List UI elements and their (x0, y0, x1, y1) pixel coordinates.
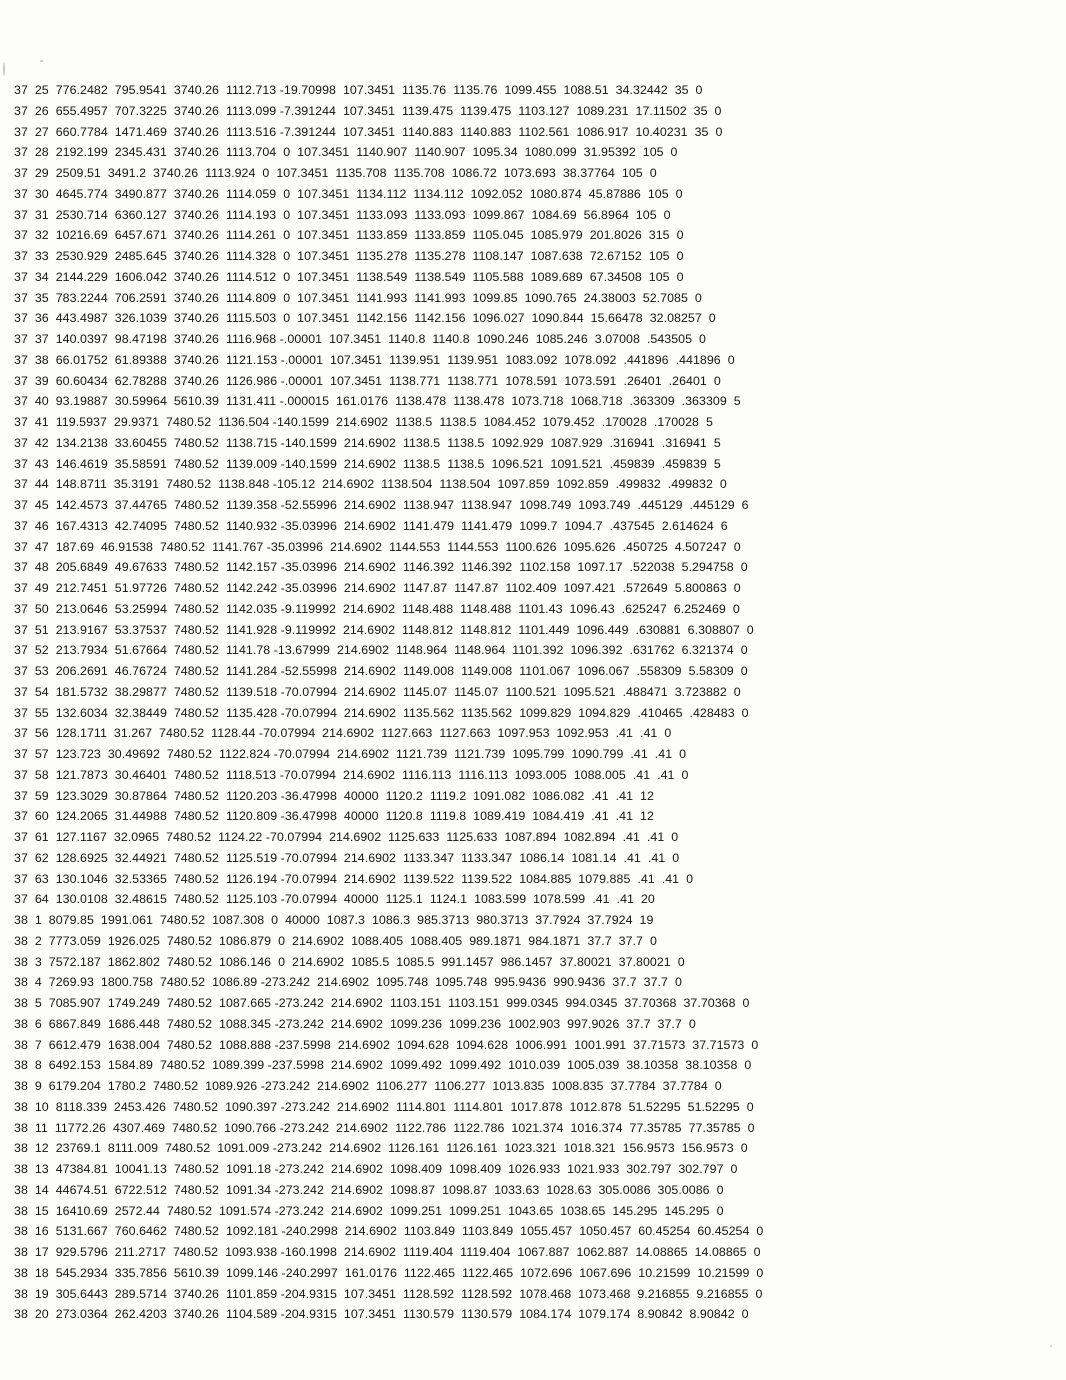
table-row: 38 8 6492.153 1584.89 7480.52 1089.399 -237.5998 214.6902 1099.492 1099.492 1010.039 1005.039 38.10358 38.10358 0 (14, 1058, 752, 1073)
table-row: 38 11 11772.26 4307.469 7480.52 1090.766 -273.242 214.6902 1122.786 1122.786 1021.374 1016.374 77.35785 77.35785 0 (14, 1120, 755, 1135)
table-row: 38 4 7269.93 1800.758 7480.52 1086.89 -273.242 214.6902 1095.748 1095.748 995.9436 990.9436 37.7 37.7 0 (14, 975, 682, 990)
table-row: 38 10 8118.339 2453.426 7480.52 1090.397 -273.242 214.6902 1114.801 1114.801 1017.878 1012.878 51.52295 51.52295 0 (14, 1099, 754, 1114)
table-row: 37 57 123.723 30.49692 7480.52 1122.824 -70.07994 214.6902 1121.739 1121.739 1095.799 1090.799 .41 .41 0 (14, 747, 687, 761)
table-row: 38 9 6179.204 1780.2 7480.52 1089.926 -273.242 214.6902 1106.277 1106.277 1013.835 1008.835 37.7784 37.7784 0 (14, 1079, 722, 1093)
table-row: 38 17 929.5796 211.2717 7480.52 1093.938 -160.1998 214.6902 1119.404 1119.404 1067.887 1062.887 14.08865 14.08865 0 (14, 1245, 761, 1259)
table-row: 38 16 5131.667 760.6462 7480.52 1092.181 -240.2998 214.6902 1103.849 1103.849 1055.457 1050.457 60.45254 60.45254 0 (14, 1224, 764, 1239)
table-row: 37 25 776.2482 795.9541 3740.26 1112.713 -19.70998 107.3451 1135.76 1135.76 1099.455 1088.51 34.32442 35 0 (14, 83, 703, 97)
table-row: 37 46 167.4313 42.74095 7480.52 1140.932 -35.03996 214.6902 1141.479 1141.479 1099.7 1094.7 .437545 2.614624 6 (14, 518, 728, 533)
scan-speck (1050, 1345, 1052, 1347)
table-row: 37 30 4645.774 3490.877 3740.26 1114.059 0 107.3451 1134.112 1134.112 1092.052 1080.874 45.87886 105 0 (14, 186, 683, 201)
table-row: 38 7 6612.479 1638.004 7480.52 1088.888 -237.5998 214.6902 1094.628 1094.628 1006.991 1001.991 37.71573 37.71573 0 (14, 1037, 759, 1052)
table-row: 37 32 10216.69 6457.671 3740.26 1114.261 0 107.3451 1133.859 1133.859 1105.045 1085.979 201.8026 315 0 (14, 228, 684, 243)
table-row: 37 39 60.60434 62.78288 3740.26 1126.986 -.00001 107.3451 1138.771 1138.771 1078.591 1073.591 .26401 .26401 0 (14, 373, 721, 388)
table-row: 38 3 7572.187 1862.802 7480.52 1086.146 0 214.6902 1085.5 1085.5 991.1457 986.1457 37.80021 37.80021 0 (14, 954, 685, 969)
table-row: 37 36 443.4987 326.1039 3740.26 1115.503 0 107.3451 1142.156 1142.156 1096.027 1090.844 15.66478 32.08257 0 (14, 311, 716, 326)
table-row: 37 63 130.1046 32.53365 7480.52 1126.194 -70.07994 214.6902 1139.522 1139.522 1084.885 1079.885 .41 .41 0 (14, 871, 694, 886)
table-row: 37 28 2192.199 2345.431 3740.26 1113.704 0 107.3451 1140.907 1140.907 1095.34 1080.099 31.95392 105 0 (14, 145, 678, 160)
table-row: 37 51 213.9167 53.37537 7480.52 1141.928 -9.119992 214.6902 1148.812 1148.812 1101.449 1096.449 .630881 6.308807 0 (14, 622, 754, 637)
table-row: 37 38 66.01752 61.89388 3740.26 1121.153 -.00001 107.3451 1139.951 1139.951 1083.092 1078.092 .441896 .441896 0 (14, 352, 735, 367)
table-row: 37 27 660.7784 1471.469 3740.26 1113.516 -7.391244 107.3451 1140.883 1140.883 1102.561 1086.917 10.40231 35 0 (14, 124, 723, 139)
table-row: 37 62 128.6925 32.44921 7480.52 1125.519 -70.07994 214.6902 1133.347 1133.347 1086.14 1081.14 .41 .41 0 (14, 850, 680, 865)
table-row: 37 42 134.2138 33.60455 7480.52 1138.715 -140.1599 214.6902 1138.5 1138.5 1092.929 1087.929 .316941 .316941 5 (14, 435, 721, 450)
table-row: 38 13 47384.81 10041.13 7480.52 1091.18 -273.242 214.6902 1098.409 1098.409 1026.933 1021.933 302.797 302.797 0 (14, 1162, 738, 1176)
table-row: 38 14 44674.51 6722.512 7480.52 1091.34 -273.242 214.6902 1098.87 1098.87 1033.63 1028.63 305.0086 305.0086 0 (14, 1182, 724, 1197)
table-row: 37 31 2530.714 6360.127 3740.26 1114.193 0 107.3451 1133.093 1133.093 1099.867 1084.69 56.8964 105 0 (14, 207, 671, 222)
table-row: 38 6 6867.849 1686.448 7480.52 1088.345 -273.242 214.6902 1099.236 1099.236 1002.903 997.9026 37.7 37.7 0 (14, 1016, 696, 1031)
table-row: 37 29 2509.51 3491.2 3740.26 1113.924 0 107.3451 1135.708 1135.708 1086.72 1073.693 38.37764 105 0 (14, 166, 657, 180)
table-row: 38 19 305.6443 289.5714 3740.26 1101.859 -204.9315 107.3451 1128.592 1128.592 1078.468 1073.468 9.216855 9.216855 0 (14, 1286, 763, 1301)
table-row: 37 34 2144.229 1606.042 3740.26 1114.512 0 107.3451 1138.549 1138.549 1105.588 1089.689 67.34508 105 0 (14, 269, 684, 284)
table-row: 37 35 783.2244 706.2591 3740.26 1114.809 0 107.3451 1141.993 1141.993 1099.85 1090.765 24.38003 52.7085 0 (14, 290, 702, 305)
table-row: 38 2 7773.059 1926.025 7480.52 1086.879 0 214.6902 1088.405 1088.405 989.1871 984.1871 37.7 37.7 0 (14, 933, 657, 948)
table-row: 37 40 93.19887 30.59964 5610.39 1131.411 -.000015 161.0176 1138.478 1138.478 1073.718 1068.718 .363309 .363309 5 (14, 394, 741, 409)
data-table (14, 80, 1054, 1325)
table-row: 37 53 206.2691 46.76724 7480.52 1141.284 -52.55998 214.6902 1149.008 1149.008 1101.067 1096.067 .558309 5.58309 0 (14, 664, 748, 678)
table-row: 37 55 132.6034 32.38449 7480.52 1135.428 -70.07994 214.6902 1135.562 1135.562 1099.829 1094.829 .410465 .428483 0 (14, 705, 749, 720)
table-row: 37 64 130.0108 32.48615 7480.52 1125.103 -70.07994 40000 1125.1 1124.1 1083.599 1078.599 .41 .41 20 (14, 892, 655, 907)
table-row: 37 49 212.7451 51.97726 7480.52 1142.242 -35.03996 214.6902 1147.87 1147.87 1102.409 1097.421 .572649 5.800863 0 (14, 581, 741, 595)
table-row: 37 45 142.4573 37.44765 7480.52 1139.358 -52.55996 214.6902 1138.947 1138.947 1098.749 1093.749 .445129 .445129 6 (14, 498, 749, 512)
table-row: 38 18 545.2934 335.7856 5610.39 1099.146 -240.2997 161.0176 1122.465 1122.465 1072.696 1067.696 10.21599 10.21599 0 (14, 1265, 764, 1280)
table-row: 38 5 7085.907 1749.249 7480.52 1087.665 -273.242 214.6902 1103.151 1103.151 999.0345 994.0345 37.70368 37.70368 0 (14, 996, 750, 1010)
table-row: 37 33 2530.929 2485.645 3740.26 1114.328 0 107.3451 1135.278 1135.278 1108.147 1087.638 72.67152 105 0 (14, 249, 684, 263)
table-row: 37 47 187.69 46.91538 7480.52 1141.767 -35.03996 214.6902 1144.553 1144.553 1100.626 1095.626 .450725 4.507247 0 (14, 539, 741, 554)
table-row: 37 48 205.6849 49.67633 7480.52 1142.157 -35.03996 214.6902 1146.392 1146.392 1102.158 1097.17 .522038 5.294758 0 (14, 560, 748, 575)
table-row: 37 44 148.8711 35.3191 7480.52 1138.848 -105.12 214.6902 1138.504 1138.504 1097.859 1092.859 .499832 .499832 0 (14, 477, 727, 492)
table-row: 38 12 23769.1 8111.009 7480.52 1091.009 -273.242 214.6902 1126.161 1126.161 1023.321 1018.321 156.9573 156.9573 0 (14, 1141, 748, 1156)
table-row: 37 43 146.4619 35.58591 7480.52 1139.009 -140.1599 214.6902 1138.5 1138.5 1096.521 1091.521 .459839 .459839 5 (14, 456, 721, 471)
table-row: 37 26 655.4957 707.3225 3740.26 1113.099 -7.391244 107.3451 1139.475 1139.475 1103.127 1089.231 17.11502 35 0 (14, 103, 722, 118)
table-row: 37 58 121.7873 30.46401 7480.52 1118.513 -70.07994 214.6902 1116.113 1116.113 1093.005 1088.005 .41 .41 0 (14, 767, 689, 782)
table-row: 37 37 140.0397 98.47198 3740.26 1116.968 -.00001 107.3451 1140.8 1140.8 1090.246 1085.246 3.07008 .543505 0 (14, 332, 706, 346)
table-row: 37 59 123.3029 30.87864 7480.52 1120.203 -36.47998 40000 1120.2 1119.2 1091.082 1086.082 .41 .41 12 (14, 788, 654, 803)
table-row: 38 1 8079.85 1991.061 7480.52 1087.308 0 40000 1087.3 1086.3 985.3713 980.3713 37.7924 37.7924 19 (14, 913, 654, 927)
table-row: 37 54 181.5732 38.29877 7480.52 1139.518 -70.07994 214.6902 1145.07 1145.07 1100.521 1095.521 .488471 3.723882 0 (14, 684, 741, 699)
table-row: 38 15 16410.69 2572.44 7480.52 1091.574 -273.242 214.6902 1099.251 1099.251 1043.65 1038.65 145.295 145.295 0 (14, 1203, 724, 1218)
table-row: 37 56 128.1711 31.267 7480.52 1128.44 -70.07994 214.6902 1127.663 1127.663 1097.953 1092.953 .41 .41 0 (14, 726, 672, 741)
scan-speck (3, 62, 5, 76)
scan-speck (40, 60, 43, 62)
table-row: 37 52 213.7934 51.67664 7480.52 1141.78 -13.67999 214.6902 1148.964 1148.964 1101.392 1096.392 .631762 6.321374 0 (14, 643, 748, 658)
table-row: 37 61 127.1167 32.0965 7480.52 1124.22 -70.07994 214.6902 1125.633 1125.633 1087.894 1082.894 .41 .41 0 (14, 830, 679, 844)
table-row: 37 41 119.5937 29.9371 7480.52 1136.504 -140.1599 214.6902 1138.5 1138.5 1084.452 1079.452 .170028 .170028 5 (14, 415, 713, 429)
table-row: 37 60 124.2065 31.44988 7480.52 1120.809 -36.47998 40000 1120.8 1119.8 1089.419 1084.419 .41 .41 12 (14, 809, 654, 824)
table-row: 38 20 273.0364 262.4203 3740.26 1104.589 -204.9315 107.3451 1130.579 1130.579 1084.174 1079.174 8.90842 8.90842 0 (14, 1307, 749, 1322)
table-row: 37 50 213.0646 53.25994 7480.52 1142.035 -9.119992 214.6902 1148.488 1148.488 1101.43 1096.43 .625247 6.252469 0 (14, 601, 740, 616)
